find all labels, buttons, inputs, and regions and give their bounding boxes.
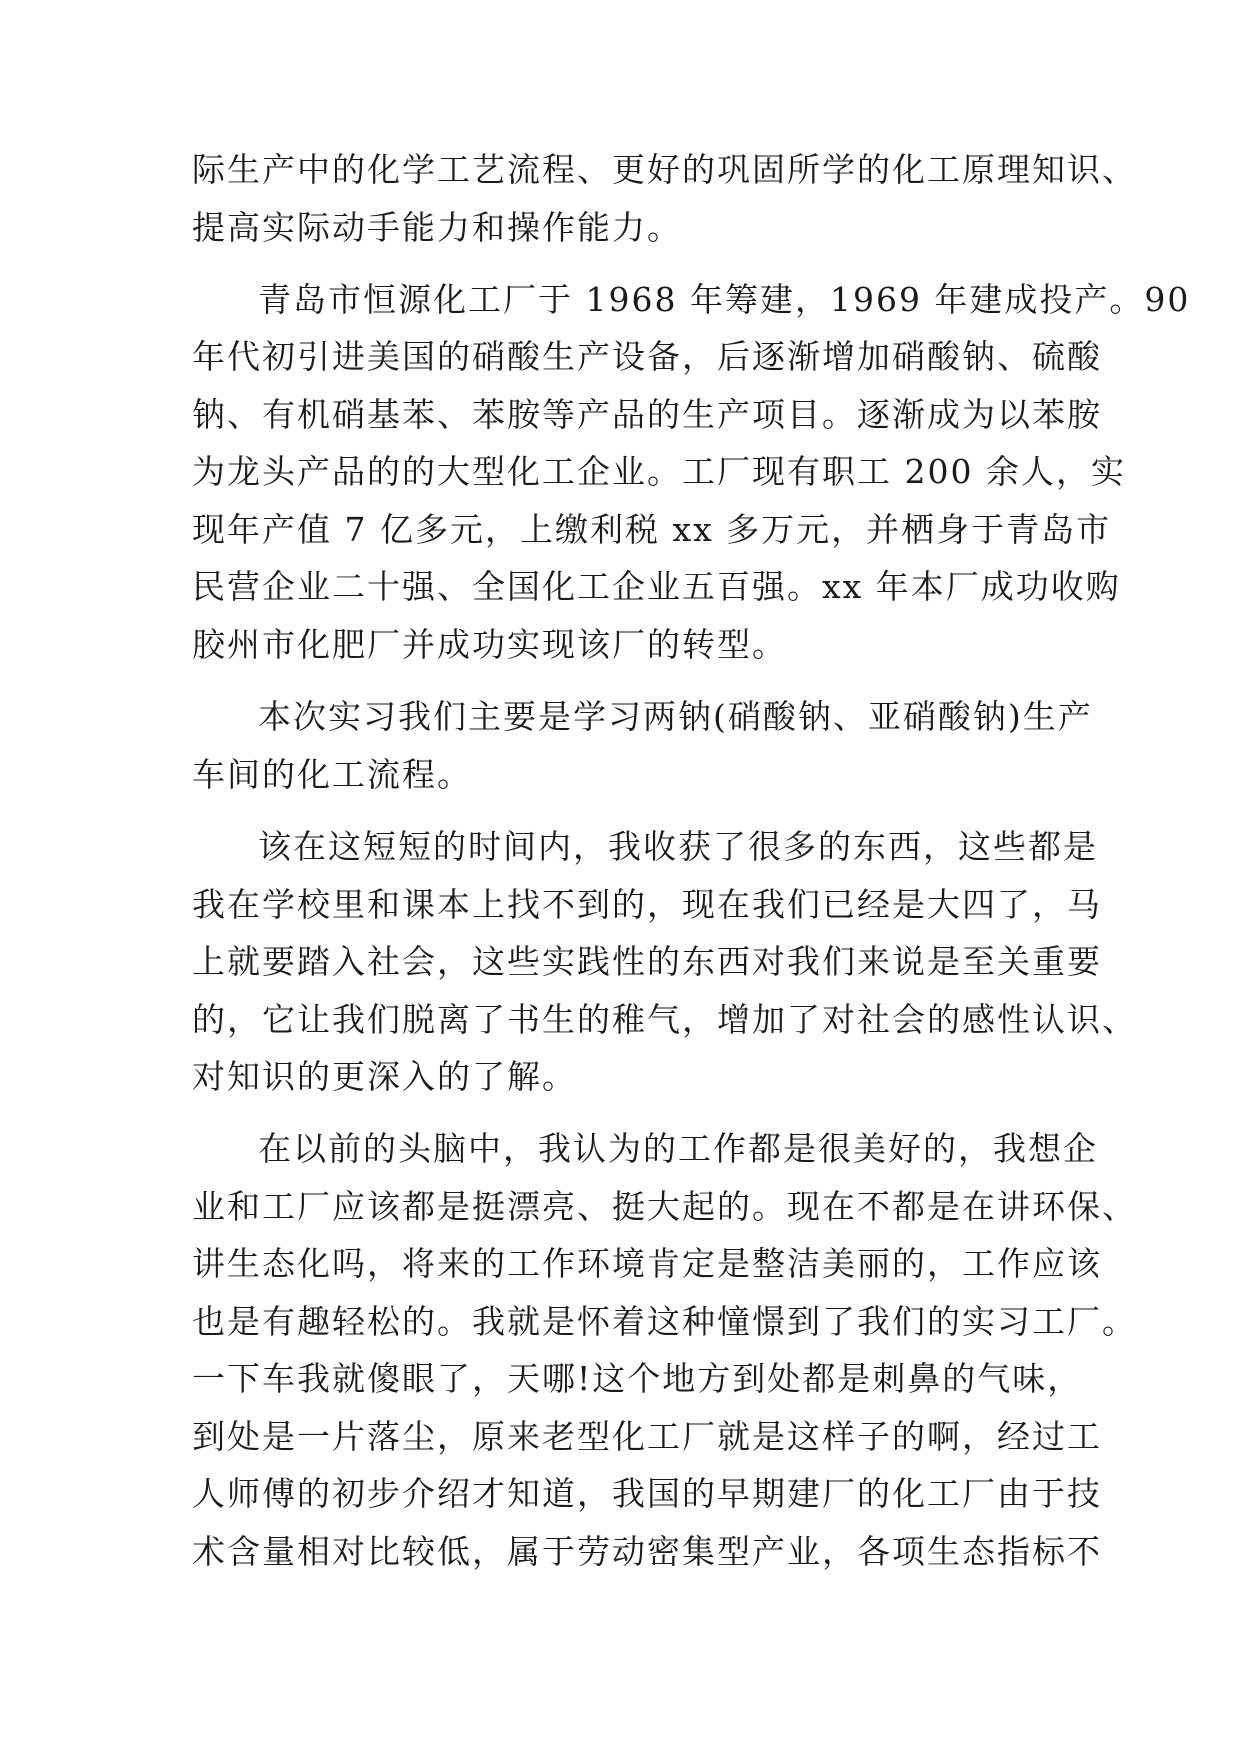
text-line: 际生产中的化学工艺流程、更好的巩固所学的化工原理知识、 (192, 150, 1137, 189)
text-line: 业和工厂应该都是挺漂亮、挺大起的。现在不都是在讲环保、 (192, 1187, 1137, 1226)
text-line: 的，它让我们脱离了书生的稚气，增加了对社会的感性认识、 (192, 1000, 1137, 1039)
text-line: 上就要踏入社会，这些实践性的东西对我们来说是至关重要 (192, 942, 1102, 981)
text-line: 为龙头产品的的大型化工企业。工厂现有职工 200 余人，实 (192, 452, 1126, 491)
text-line: 也是有趣轻松的。我就是怀着这种憧憬到了我们的实习工厂。 (192, 1302, 1137, 1341)
text-line: 人师傅的初步介绍才知道，我国的早期建厂的化工厂由于技 (192, 1474, 1102, 1513)
text-line: 我在学校里和课本上找不到的，现在我们已经是大四了，马 (192, 885, 1102, 924)
text-line: 年代初引进美国的硝酸生产设备，后逐渐增加硝酸钠、硫酸 (192, 337, 1102, 376)
text-line: 对知识的更深入的了解。 (192, 1057, 577, 1096)
paragraph-start-line: 该在这短短的时间内，我收获了很多的东西，这些都是 (258, 827, 1098, 866)
text-line: 提高实际动手能力和操作能力。 (192, 208, 682, 247)
paragraph-start-line: 本次实习我们主要是学习两钠(硝酸钠、亚硝酸钠)生产 (258, 697, 1093, 736)
paragraph-start-line: 在以前的头脑中，我认为的工作都是很美好的，我想企 (258, 1129, 1098, 1168)
text-line: 一下车我就傻眼了，天哪!这个地方到处都是刺鼻的气味， (192, 1359, 1083, 1398)
paragraph-start-line: 青岛市恒源化工厂于 1968 年筹建，1969 年建成投产。90 (258, 280, 1191, 319)
text-line: 胶州市化肥厂并成功实现该厂的转型。 (192, 625, 787, 664)
text-line: 到处是一片落尘，原来老型化工厂就是这样子的啊，经过工 (192, 1417, 1102, 1456)
text-line: 讲生态化吗，将来的工作环境肯定是整洁美丽的，工作应该 (192, 1244, 1102, 1283)
text-line: 车间的化工流程。 (192, 755, 472, 794)
text-line: 现年产值 7 亿多元，上缴利税 xx 多万元，并栖身于青岛市 (192, 510, 1112, 549)
text-line: 钠、有机硝基苯、苯胺等产品的生产项目。逐渐成为以苯胺 (192, 395, 1102, 434)
text-line: 民营企业二十强、全国化工企业五百强。xx 年本厂成功收购 (192, 567, 1121, 606)
text-line: 术含量相对比较低，属于劳动密集型产业，各项生态指标不 (192, 1532, 1102, 1571)
